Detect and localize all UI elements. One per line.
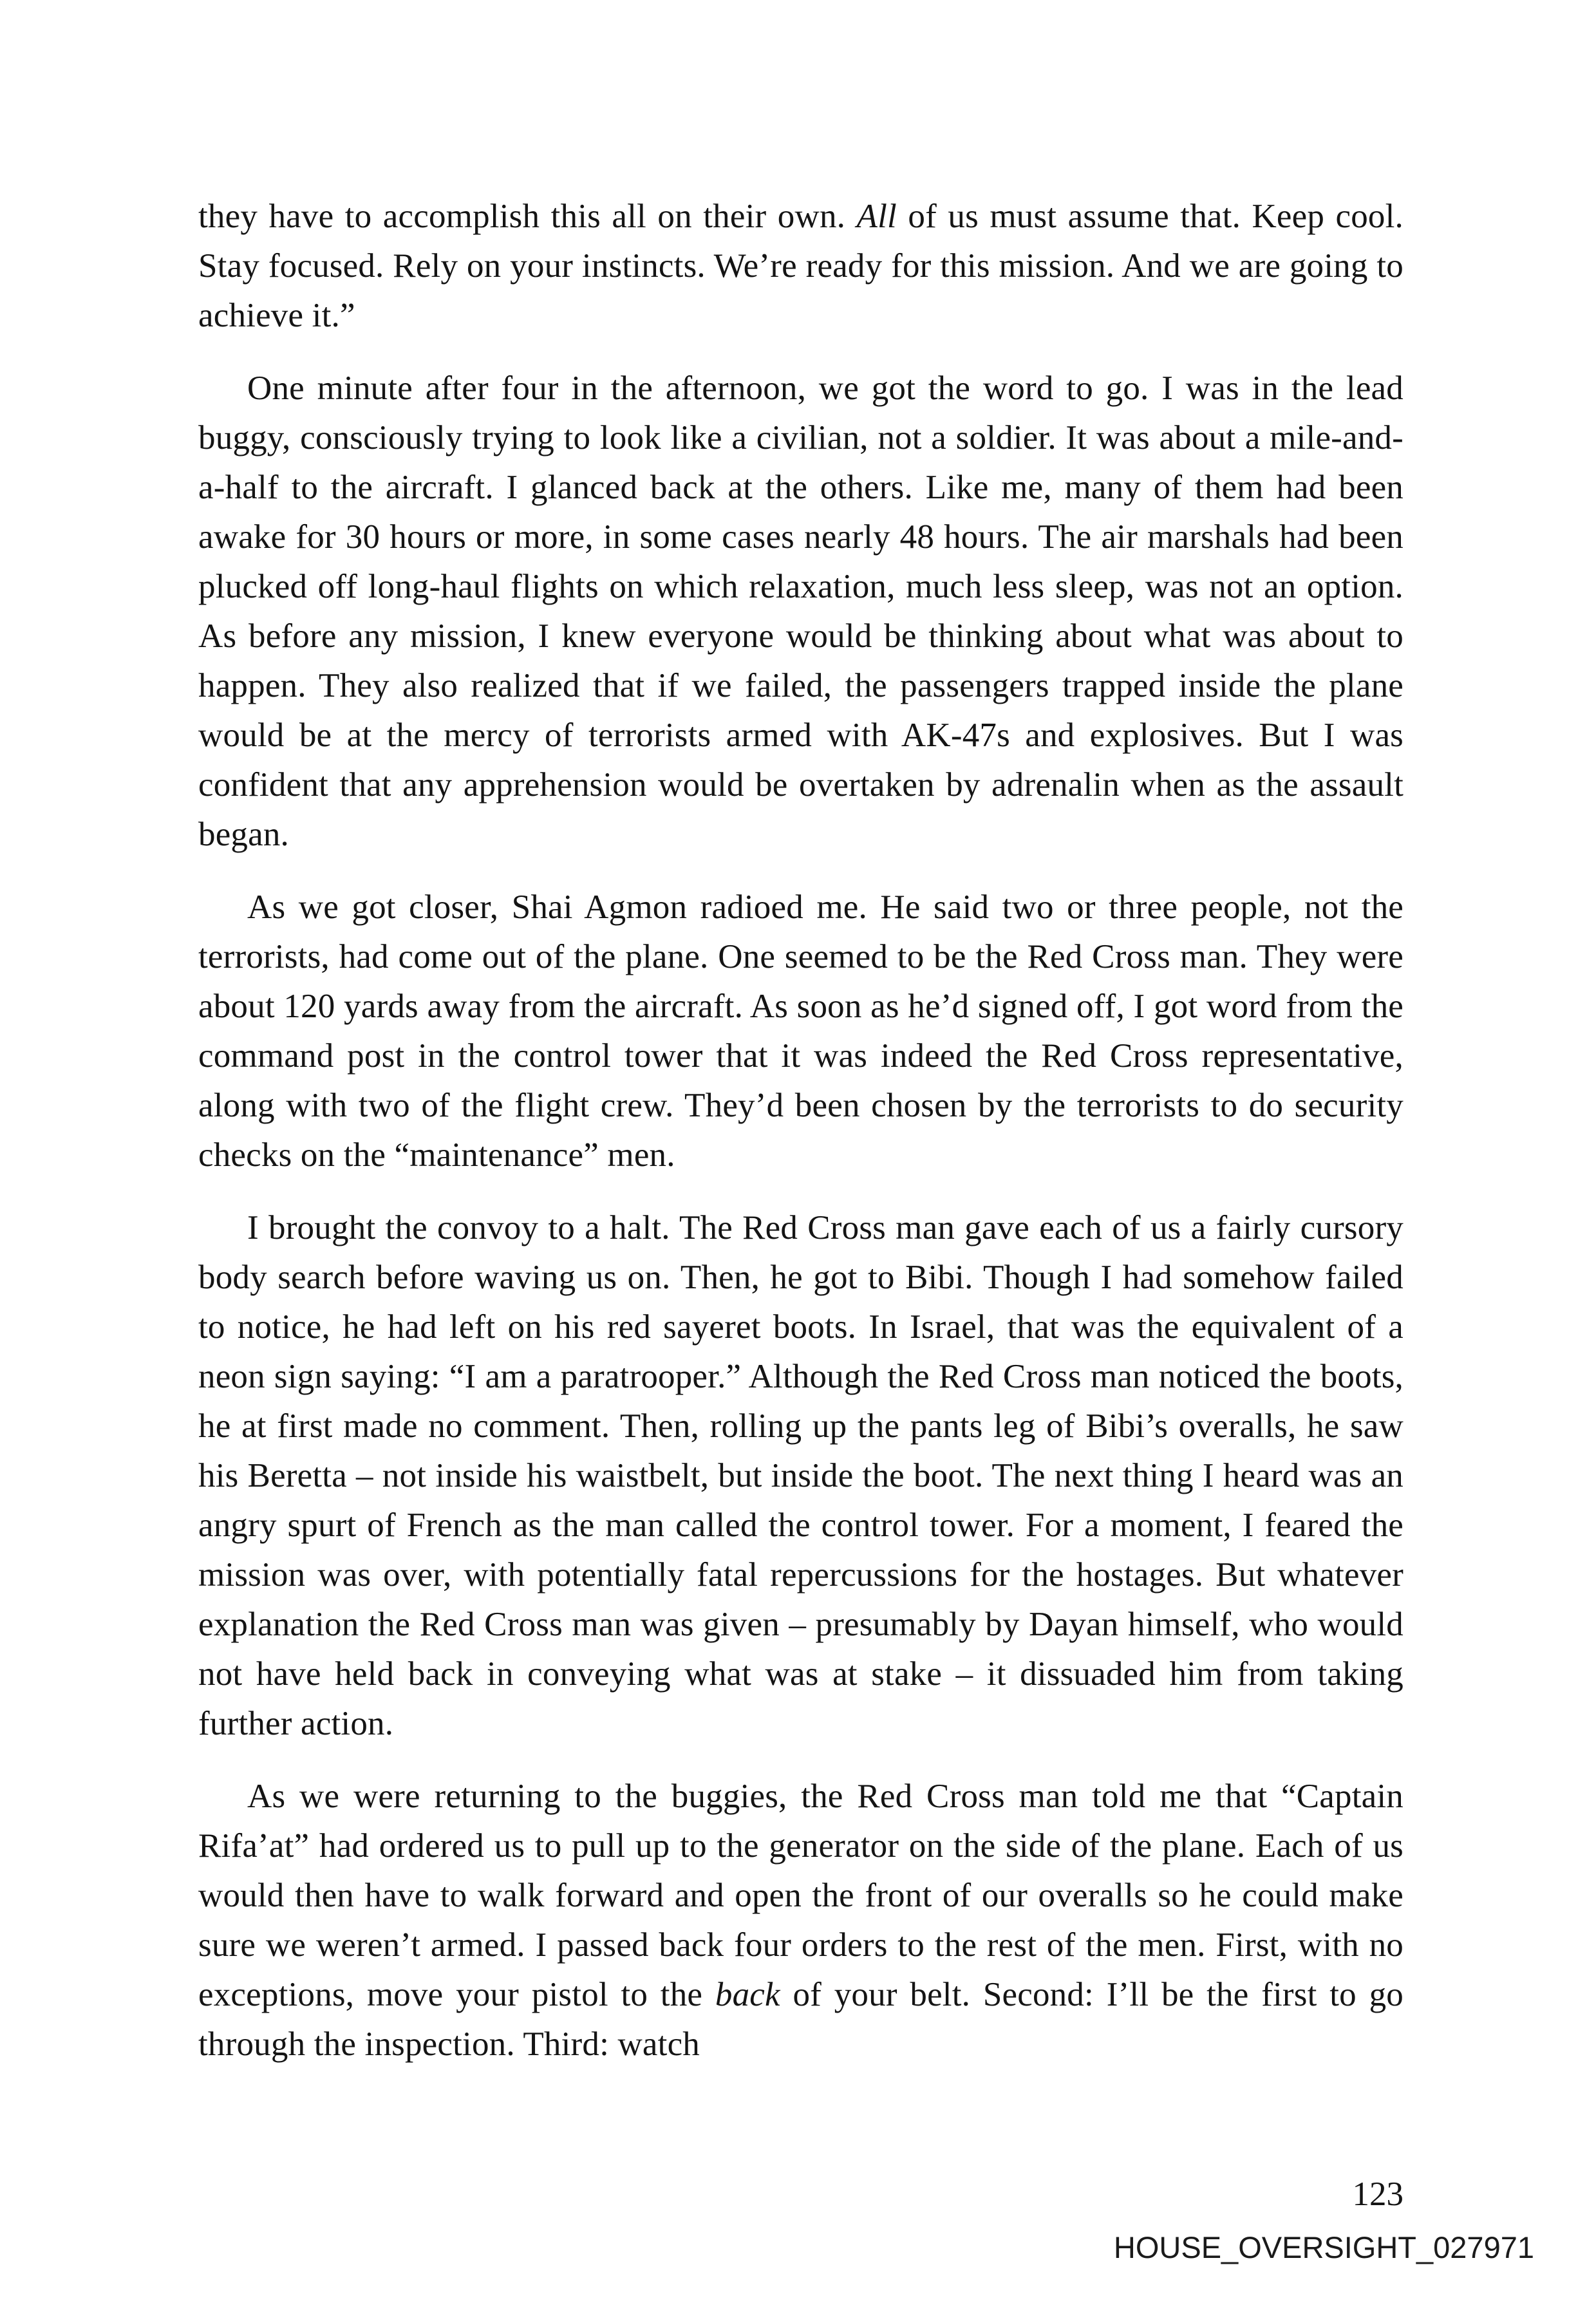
- text-run: of your belt. Second: I’ll be the first to go through the inspection. Third: watch: [198, 1976, 1404, 2063]
- page-number: 123: [1352, 2176, 1404, 2213]
- text-run: they have to accomplish this all on their own.: [198, 198, 857, 235]
- italic-text-run: back: [715, 1976, 780, 2013]
- paragraph: [198, 883, 1404, 1180]
- italic-text-run: All: [856, 198, 897, 235]
- text-run: I brought the convoy to a halt. The Red Cross man gave each of us a fairly cursory body search before waving us on. Then, he got to Bibi. Though I had somehow failed to notice, he had left on his red sayeret boots. In Israel, that was the equivalent of a neon sign saying: “I am a paratrooper.” Although the Red Cross man noticed the boots, he at first made no comment. Then, rolling up the pants leg of Bibi’s overalls, he saw his Beretta – not inside his waistbelt, but inside the boot. The next thing I heard was an angry spurt of French as the man called the control tower. For a moment, I feared the mission was over, with potentially fatal repercussions for the hostages. But whatever explanation the Red Cross man was given – presumably by Dayan himself, who would not have held back in conveying what was at stake – it dissuaded him from taking further action.: [198, 1209, 1404, 1742]
- paragraph: [198, 192, 1404, 341]
- paragraph: [198, 1772, 1404, 2069]
- body-text: [198, 192, 1404, 2069]
- text-run: As we were returning to the buggies, the Red Cross man told me that “Captain Rifa’at” had ordered us to pull up to the generator on the side of the plane. Each of us would then have to walk forward and open the front of our overalls so he could make sure we weren’t armed. I passed back four orders to the rest of the men. First, with no exceptions, move your pistol to the: [198, 1778, 1404, 2013]
- text-run: of us must assume that. Keep cool. Stay focused. Rely on your instincts. We’re ready for this mission. And we are going to achieve it.”: [198, 198, 1404, 334]
- text-run: One minute after four in the afternoon, we got the word to go. I was in the lead buggy, consciously trying to look like a civilian, not a soldier. It was about a mile-and-a-half to the aircraft. I glanced back at the others. Like me, many of them had been awake for 30 hours or more, in some cases nearly 48 hours. The air marshals had been plucked off long-haul flights on which relaxation, much less sleep, was not an option. As before any mission, I knew everyone would be thinking about what was about to happen. They also realized that if we failed, the passengers trapped inside the plane would be at the mercy of terrorists armed with AK-47s and explosives. But I was confident that any apprehension would be overtaken by adrenalin when as the assault began.: [198, 370, 1404, 853]
- paragraph: [198, 1203, 1404, 1749]
- text-run: As we got closer, Shai Agmon radioed me. He said two or three people, not the terrorists, had come out of the plane. One seemed to be the Red Cross man. They were about 120 yards away from the aircraft. As soon as he’d signed off, I got word from the command post in the control tower that it was indeed the Red Cross representative, along with two of the flight crew. They’d been chosen by the terrorists to do security checks on the “maintenance” men.: [198, 888, 1404, 1174]
- paragraph: [198, 364, 1404, 860]
- bates-stamp: HOUSE_OVERSIGHT_027971: [1113, 2230, 1534, 2264]
